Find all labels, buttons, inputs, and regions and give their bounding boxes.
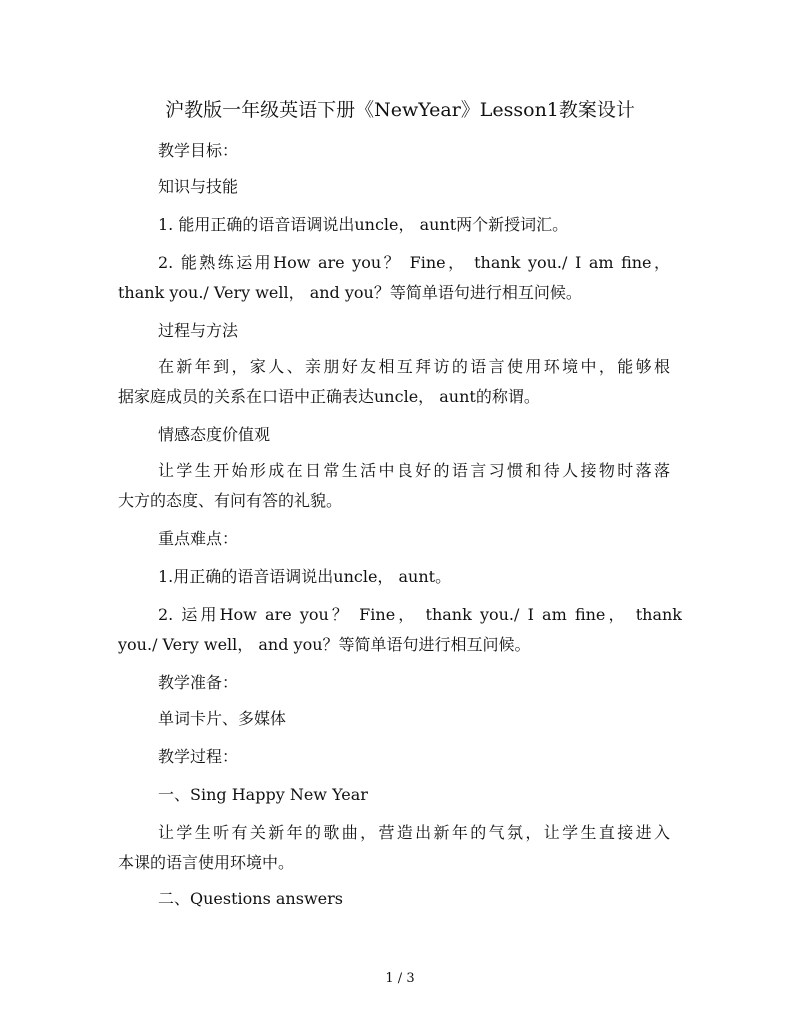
process-paragraph-line-1: 在新年到，家人、亲朋好友相互拜访的语言使用环境中，能够根 [158,357,670,376]
process-step-1-line-2: 本课的语言使用环境中。 [118,853,295,872]
subheading-knowledge-skills: 知识与技能 [158,177,239,196]
process-step-1-heading: 一、Sing Happy New Year [158,785,368,804]
heading-preparation: 教学准备： [158,673,239,692]
key-point-item-1: 1.用正确的语音语调说出uncle， aunt。 [158,567,452,586]
heading-key-points: 重点难点： [158,529,239,548]
objective-item-2-line-2: thank you./ Very well， and you？等简单语句进行相互问候。 [118,283,582,302]
preparation-items: 单词卡片、多媒体 [158,709,287,728]
subheading-emotion-values: 情感态度价值观 [158,425,271,444]
document-title: 沪教版一年级英语下册《NewYear》Lesson1教案设计 [165,99,635,121]
heading-teaching-objectives: 教学目标： [158,141,239,160]
process-step-2-heading: 二、Questions answers [158,889,343,908]
key-point-item-2-line-2: you./ Very well， and you？等简单语句进行相互问候。 [118,635,531,654]
emotion-paragraph-line-2: 大方的态度、有问有答的礼貌。 [118,491,343,510]
objective-item-2-line-1: 2. 能熟练运用How are you？ Fine， thank you./ I am fine， [158,253,670,272]
key-point-item-2-line-1: 2. 运用How are you？ Fine， thank you./ I am fine， thank [158,605,682,624]
emotion-paragraph-line-1: 让学生开始形成在日常生活中良好的语言习惯和待人接物时落落 [158,461,670,480]
subheading-process-method: 过程与方法 [158,321,239,340]
process-paragraph-line-2: 据家庭成员的关系在口语中正确表达uncle， aunt的称谓。 [118,387,540,406]
heading-teaching-process: 教学过程： [158,747,239,766]
page-number: 1 / 3 [385,971,415,986]
process-step-1-line-1: 让学生听有关新年的歌曲，营造出新年的气氛，让学生直接进入 [158,823,670,842]
objective-item-1: 1. 能用正确的语音语调说出uncle， aunt两个新授词汇。 [158,215,569,234]
